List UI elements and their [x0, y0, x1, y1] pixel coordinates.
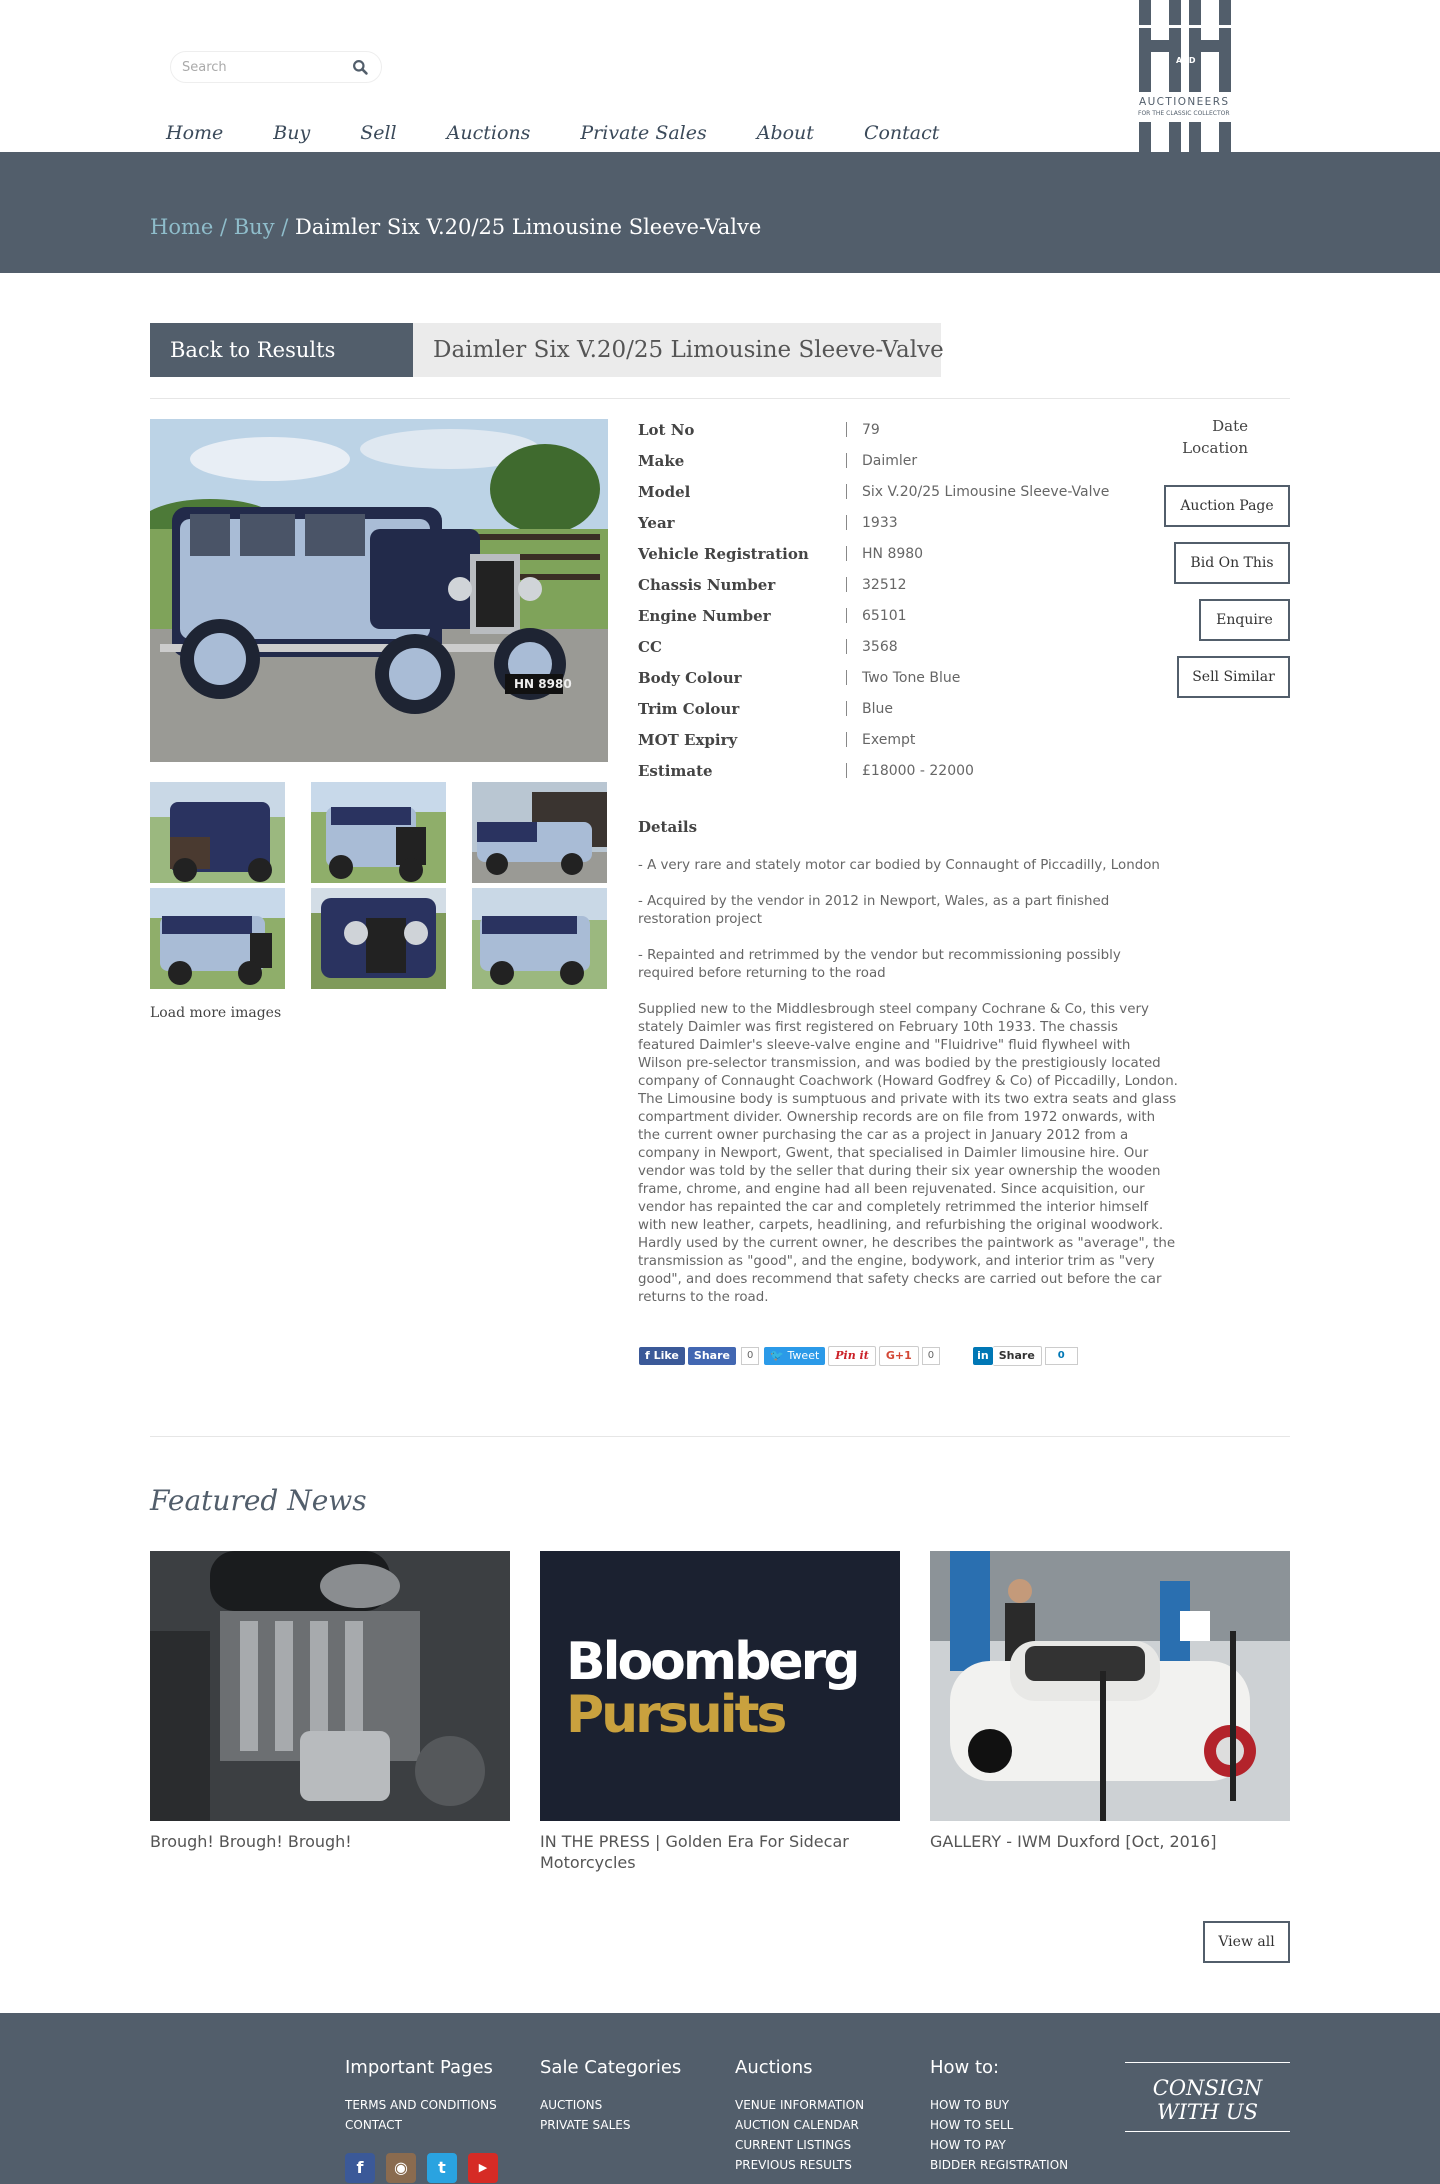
facebook-icon: f — [645, 1349, 654, 1362]
news-card[interactable] — [930, 1551, 1290, 1852]
breadcrumb — [150, 215, 761, 239]
spec-value: 1933 — [862, 514, 898, 531]
spec-value: 79 — [862, 421, 880, 438]
thumbnail-3[interactable] — [472, 782, 607, 883]
footer-link[interactable]: HOW TO BUY — [930, 2098, 1010, 2112]
spec-value: HN 8980 — [862, 545, 924, 562]
view-all-button[interactable]: View all — [1203, 1921, 1290, 1963]
footer-heading: Auctions — [735, 2057, 813, 2078]
footer-link[interactable]: PREVIOUS RESULTS — [735, 2158, 852, 2172]
nav-auctions[interactable]: Auctions — [446, 122, 531, 144]
linkedin-count: 0 — [1045, 1347, 1078, 1365]
spec-label: Trim Colour — [638, 699, 740, 718]
nav-private-sales[interactable]: Private Sales — [580, 122, 707, 144]
divider — [846, 422, 847, 437]
logo-auctioneers: AUCTIONEERS — [1139, 96, 1230, 108]
spec-label: Lot No — [638, 420, 695, 439]
twitter-icon: 🐦 — [770, 1349, 788, 1362]
share-bar — [639, 1346, 1083, 1366]
news-card[interactable] — [150, 1551, 510, 1852]
footer-column — [930, 2057, 1068, 2174]
spec-row — [638, 662, 1198, 693]
date-label: Date — [1212, 417, 1248, 435]
divider — [846, 484, 847, 499]
vehicle-specs — [638, 414, 1198, 786]
spec-value: Two Tone Blue — [862, 669, 961, 686]
spec-label: Engine Number — [638, 606, 771, 625]
spec-value: Exempt — [862, 731, 916, 748]
divider — [846, 546, 847, 561]
enquire-button[interactable]: Enquire — [1199, 599, 1290, 641]
location-label: Location — [1182, 439, 1248, 457]
divider — [846, 763, 847, 778]
spec-row — [638, 445, 1198, 476]
nav-home[interactable]: Home — [166, 122, 224, 144]
number-plate: HN 8980 — [514, 677, 572, 691]
tweet-label: Tweet — [787, 1349, 820, 1362]
footer-column — [345, 2057, 497, 2134]
details-bullet: - Repainted and retrimmed by the vendor but recommissioning possibly required before returning to the road — [638, 948, 1121, 981]
divider — [846, 701, 847, 716]
tweet-button[interactable] — [764, 1347, 825, 1365]
spec-row — [638, 724, 1198, 755]
breadcrumb-separator: / — [213, 215, 234, 239]
thumbnail-2[interactable] — [311, 782, 446, 883]
details-bullet: - A very rare and stately motor car bodied by Connaught of Piccadilly, London — [638, 858, 1160, 873]
facebook-count: 0 — [741, 1347, 759, 1365]
footer-link[interactable]: BIDDER REGISTRATION — [930, 2158, 1069, 2172]
details-bullet: - Acquired by the vendor in 2012 in Newport, Wales, as a part finished restoration project — [638, 894, 1110, 927]
spec-label: Chassis Number — [638, 575, 776, 594]
divider — [846, 577, 847, 592]
footer-link[interactable]: CONTACT — [345, 2118, 402, 2132]
spec-row — [638, 476, 1198, 507]
thumbnail-4[interactable] — [150, 888, 285, 989]
breadcrumb-current: Daimler Six V.20/25 Limousine Sleeve-Valve — [295, 215, 762, 239]
divider — [846, 608, 847, 623]
spec-row — [638, 569, 1198, 600]
divider — [846, 515, 847, 530]
thumbnail-5[interactable] — [311, 888, 446, 989]
site-logo[interactable] — [1132, 0, 1262, 152]
footer-link[interactable]: HOW TO PAY — [930, 2138, 1006, 2152]
news-caption[interactable]: IN THE PRESS | Golden Era For Sidecar Motorcycles — [540, 1832, 849, 1872]
divider — [846, 453, 847, 468]
google-plus-count: 0 — [922, 1347, 940, 1365]
footer-link[interactable]: AUCTIONS — [540, 2098, 603, 2112]
nav-buy[interactable]: Buy — [273, 122, 311, 144]
spec-row — [638, 538, 1198, 569]
spec-row — [638, 414, 1198, 445]
spec-value: Daimler — [862, 452, 918, 469]
social-links — [345, 2153, 509, 2183]
spec-row — [638, 755, 1198, 786]
divider — [150, 398, 1290, 399]
date-location — [1150, 415, 1248, 459]
main-car-photo[interactable] — [150, 419, 608, 762]
news-image[interactable] — [540, 1551, 900, 1821]
spec-label: Body Colour — [638, 668, 742, 687]
footer-link[interactable]: AUCTION CALENDAR — [735, 2118, 859, 2132]
footer-column — [540, 2057, 681, 2134]
spec-label: CC — [638, 637, 662, 656]
spec-label: Model — [638, 482, 691, 501]
search-icon[interactable] — [352, 59, 369, 76]
spec-value: Six V.20/25 Limousine Sleeve-Valve — [862, 483, 1110, 500]
footer-heading: Important Pages — [345, 2057, 493, 2078]
spec-label: MOT Expiry — [638, 730, 738, 749]
news-card[interactable] — [540, 1551, 900, 1873]
footer-heading: How to: — [930, 2057, 1000, 2078]
page-banner — [0, 152, 1440, 273]
spec-label: Year — [638, 513, 675, 532]
spec-value: 3568 — [862, 638, 898, 655]
auction-page-button[interactable]: Auction Page — [1164, 485, 1290, 527]
bloomberg-logo-line2: Pursuits — [566, 1685, 785, 1745]
spec-label: Make — [638, 451, 685, 470]
spec-row — [638, 693, 1198, 724]
google-plus-button[interactable]: G+1 — [879, 1346, 919, 1366]
footer-column — [735, 2057, 864, 2174]
hh-logo-mark — [1132, 0, 1262, 152]
footer-link[interactable]: CURRENT LISTINGS — [735, 2138, 852, 2152]
spec-row — [638, 631, 1198, 662]
spec-row — [638, 507, 1198, 538]
thumbnail-6[interactable] — [472, 888, 607, 989]
bloomberg-logo-line1: Bloomberg — [566, 1632, 858, 1692]
linkedin-share-button[interactable]: Share — [993, 1346, 1042, 1366]
spec-value: 65101 — [862, 607, 907, 624]
spec-label: Vehicle Registration — [638, 544, 809, 563]
footer-heading: Sale Categories — [540, 2057, 682, 2078]
footer-link[interactable]: TERMS AND CONDITIONS — [345, 2098, 497, 2112]
footer-link[interactable]: HOW TO SELL — [930, 2118, 1014, 2132]
details-heading: Details — [638, 818, 698, 836]
spec-value: Blue — [862, 700, 893, 717]
news-caption[interactable]: Brough! Brough! Brough! — [150, 1832, 352, 1851]
linkedin-icon[interactable]: in — [973, 1347, 993, 1365]
breadcrumb-buy[interactable]: Buy — [233, 215, 275, 239]
back-to-results-button[interactable]: Back to Results — [150, 323, 413, 377]
consign-with-us-button[interactable]: CONSIGN WITH US — [1125, 2062, 1290, 2132]
news-image[interactable] — [150, 1551, 510, 1821]
facebook-like-label: Like — [653, 1349, 679, 1362]
search-input[interactable] — [171, 52, 342, 82]
breadcrumb-home[interactable]: Home — [150, 215, 214, 239]
divider — [846, 670, 847, 685]
bid-on-this-button[interactable]: Bid On This — [1174, 542, 1290, 584]
featured-news-heading: Featured News — [150, 1484, 367, 1517]
sell-similar-button[interactable]: Sell Similar — [1177, 656, 1290, 698]
divider — [846, 639, 847, 654]
divider — [846, 732, 847, 747]
footer-link[interactable]: VENUE INFORMATION — [735, 2098, 865, 2112]
logo-tagline: FOR THE CLASSIC COLLECTOR — [1138, 110, 1230, 117]
breadcrumb-separator: / — [274, 215, 296, 239]
twitter-icon[interactable]: t — [427, 2153, 457, 2183]
divider — [150, 1436, 1290, 1437]
facebook-icon[interactable]: f — [345, 2153, 375, 2183]
thumbnail-1[interactable] — [150, 782, 285, 883]
search-box[interactable] — [170, 51, 382, 83]
footer-link[interactable]: PRIVATE SALES — [540, 2118, 631, 2132]
page-title: Daimler Six V.20/25 Limousine Sleeve-Valve — [413, 323, 941, 377]
pinterest-button[interactable]: Pin it — [828, 1346, 876, 1366]
spec-label: Estimate — [638, 761, 713, 780]
load-more-images-link[interactable]: Load more images — [150, 1005, 282, 1021]
news-caption[interactable]: GALLERY - IWM Duxford [Oct, 2016] — [930, 1832, 1217, 1851]
news-image[interactable] — [930, 1551, 1290, 1821]
nav-contact[interactable]: Contact — [863, 122, 940, 144]
instagram-icon[interactable]: ◉ — [386, 2153, 416, 2183]
logo-and: AND — [1176, 56, 1196, 65]
spec-row — [638, 600, 1198, 631]
main-nav — [166, 122, 989, 146]
facebook-like-button[interactable] — [639, 1347, 685, 1365]
youtube-icon[interactable]: ▶ — [468, 2153, 498, 2183]
details-body: Supplied new to the Middlesbrough steel company Cochrane & Co, this very stately Daimler was first registered on February 10th 1933. The chassis featured Daimler's sleeve-valve engine and "Fluidrive" fluid flywheel with Wilson pre-selector transmission, and was bodied by the prestigiously located company of Connaught Coachwork (Howard Godfrey & Co) of Piccadilly, London. The Limousine body is sumptuous and private with its two extra seats and glass compartment divider. Ownership records are on file from 1972 onwards, with the current owner purchasing the car as a project in January 2012 from a company in Newport, Gwent, that specialised in Daimler limousine hire. Our vendor was told by the seller that during their six year ownership the wooden frame, chrome, and engine had all been rejuvenated. Since acquisition, our vendor has repainted the car and completely retrimmed the interior himself with new leather, carpets, headlining, and refurbishing the original woodwork. Hardly used by the current owner, he describes the paintwork as "average", the transmission as "good", and the engine, bodywork, and interior trim as "very good", and does recommend that safety checks are carried out before the car returns to the road. — [638, 1002, 1178, 1305]
spec-value: £18000 - 22000 — [862, 762, 974, 779]
spec-value: 32512 — [862, 576, 907, 593]
nav-sell[interactable]: Sell — [360, 122, 397, 144]
nav-about[interactable]: About — [756, 122, 814, 144]
facebook-share-button[interactable]: Share — [688, 1347, 736, 1365]
